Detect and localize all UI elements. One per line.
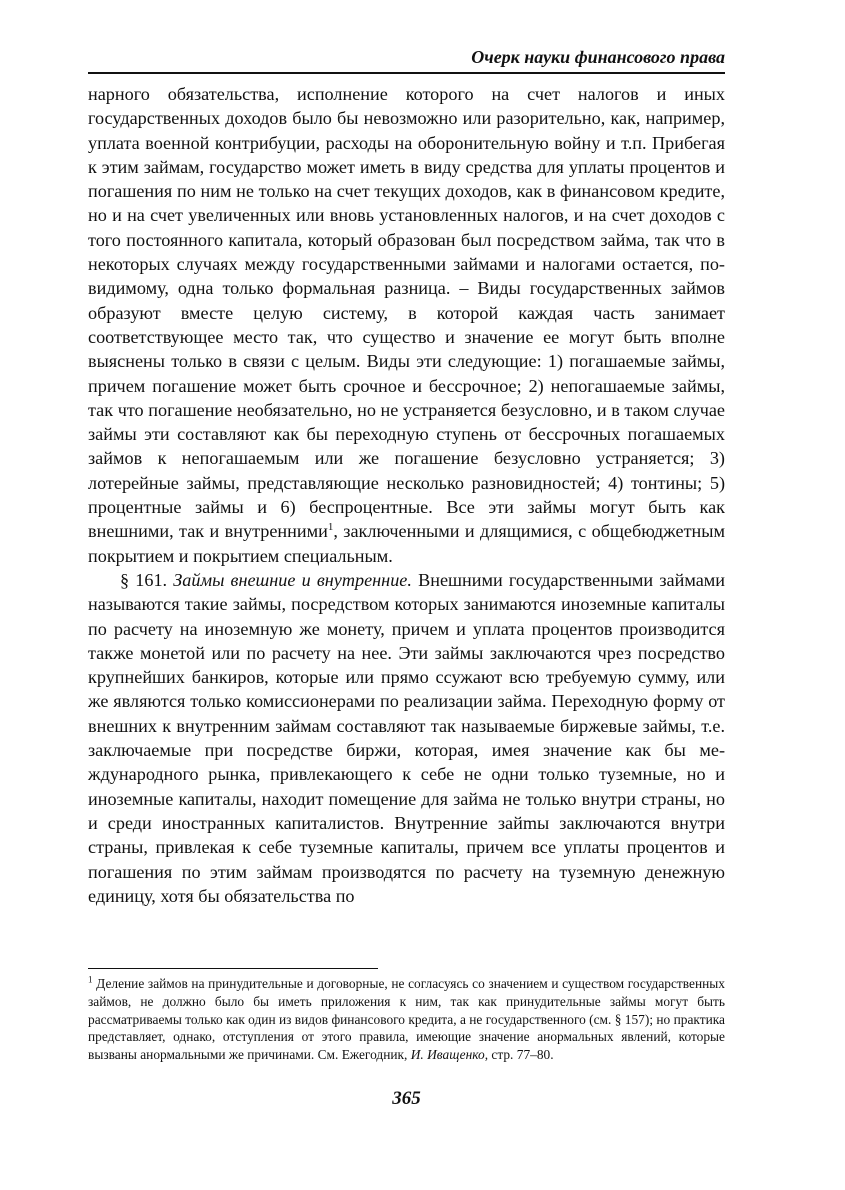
paragraph-2-text: Внешними государственными займами называются такие займы, посредством которых занимаются иноземные капиталы по расчету на иноземную же монету, причем и уплата процентов производится также монетой или по расчету на нее. Эти займы заключаются чрез посредство крупнейших банкиров, которые или прямо ссужают всю требуемую сумму, или же являются только комиссионерами по реализации займа. Переходную форму от внешних к внутренним займам составляют так называемые биржевые займы, т.е. заключаемые при посредстве биржи, которая, имея значение как бы международного рынка, привлекающего к себе не одни только туземные, но и иноземные капиталы, находит помещение для займа не только внутри страны, но и среди иностранных капиталистов. Внутренние зайmы заключаются внутри страны, привлекая к себе туземные капиталы, причем все уплаты процентов и погашения по этим займам производятся по расчету на туземную денежную единицу, хотя бы обязательства по — [88, 569, 726, 906]
header-rule — [88, 72, 725, 74]
running-title: Очерк науки финансового права — [471, 47, 725, 67]
paragraph-2 — [88, 568, 725, 908]
paragraph-1-tail: , заключенными и длящимися, с общебюджетным покрытием и покрытием специальным. — [88, 521, 725, 566]
footnote-marker: 1 — [88, 974, 93, 985]
footnote-tail: , стр. 77–80. — [484, 1047, 554, 1063]
footnote-reference: 1 — [327, 521, 334, 534]
footnote — [88, 975, 725, 1064]
footnote-text: Деление займов на принудительные и договорные, не согласуясь со значением и существом государственных займов, не должно было бы иметь приложения к ним, так как принудительные займы могут быть рассматриваемы только как один из видов финансового кредита, а не государственного (см. § 157); но практика представляет, однако, отступления от этого правила, имеющие значение анормальных явлений, которые вызваны анормальными же причинами. См. Ежегодник, — [88, 976, 725, 1063]
body-text — [88, 82, 725, 908]
paragraph-1 — [88, 82, 725, 568]
page-number: 365 — [392, 1088, 421, 1109]
section-number: § 161. — [120, 569, 168, 590]
section-title: Займы внешние и внутренние. — [173, 569, 412, 590]
paragraph-1-text: нарного обязательства, исполнение которого на счет налогов и иных государственных доходов было бы невозможно или разорительно, как, например, уплата военной контрибуции, расходы на оборонительную войну и т.п. Прибегая к этим займам, государство может иметь в виду средства для уплаты процентов и погашения по ним не только на счет текущих доходов, как в финансовом кредите, но и на счет увеличенных или вновь установленных налогов, и на счет доходов с того постоянного капитала, который образован был посредством займа, так что в некоторых случаях между государственными займами и налогами остается, по-видимому, одна только формальная разница. – Виды государственных займов образуют вместе целую систему, в которой каждая часть занимает соответствующее место так, что существо и значение ее могут быть вполне выяснены только в связи с целым. Виды эти следующие: 1) погашаемые займы, причем погашение может быть срочное и бессрочное; 2) непогашаемые займы, так что погашение необязательно, но не устраняется безусловно, и в таком случае займы эти составляют как бы переходную ступень от бессрочных погашаемых займов к непогашаемым или же погашение безусловно устраняется; 3) лотерейные займы, представляющие несколько разновидностей; 4) тонтины; 5) процентные займы и 6) беспроцентные. Все эти займы могут быть как внешними, так и внутренними — [88, 84, 725, 542]
footnote-author: И. Иващенко — [410, 1047, 485, 1063]
footnote-rule — [88, 968, 378, 969]
